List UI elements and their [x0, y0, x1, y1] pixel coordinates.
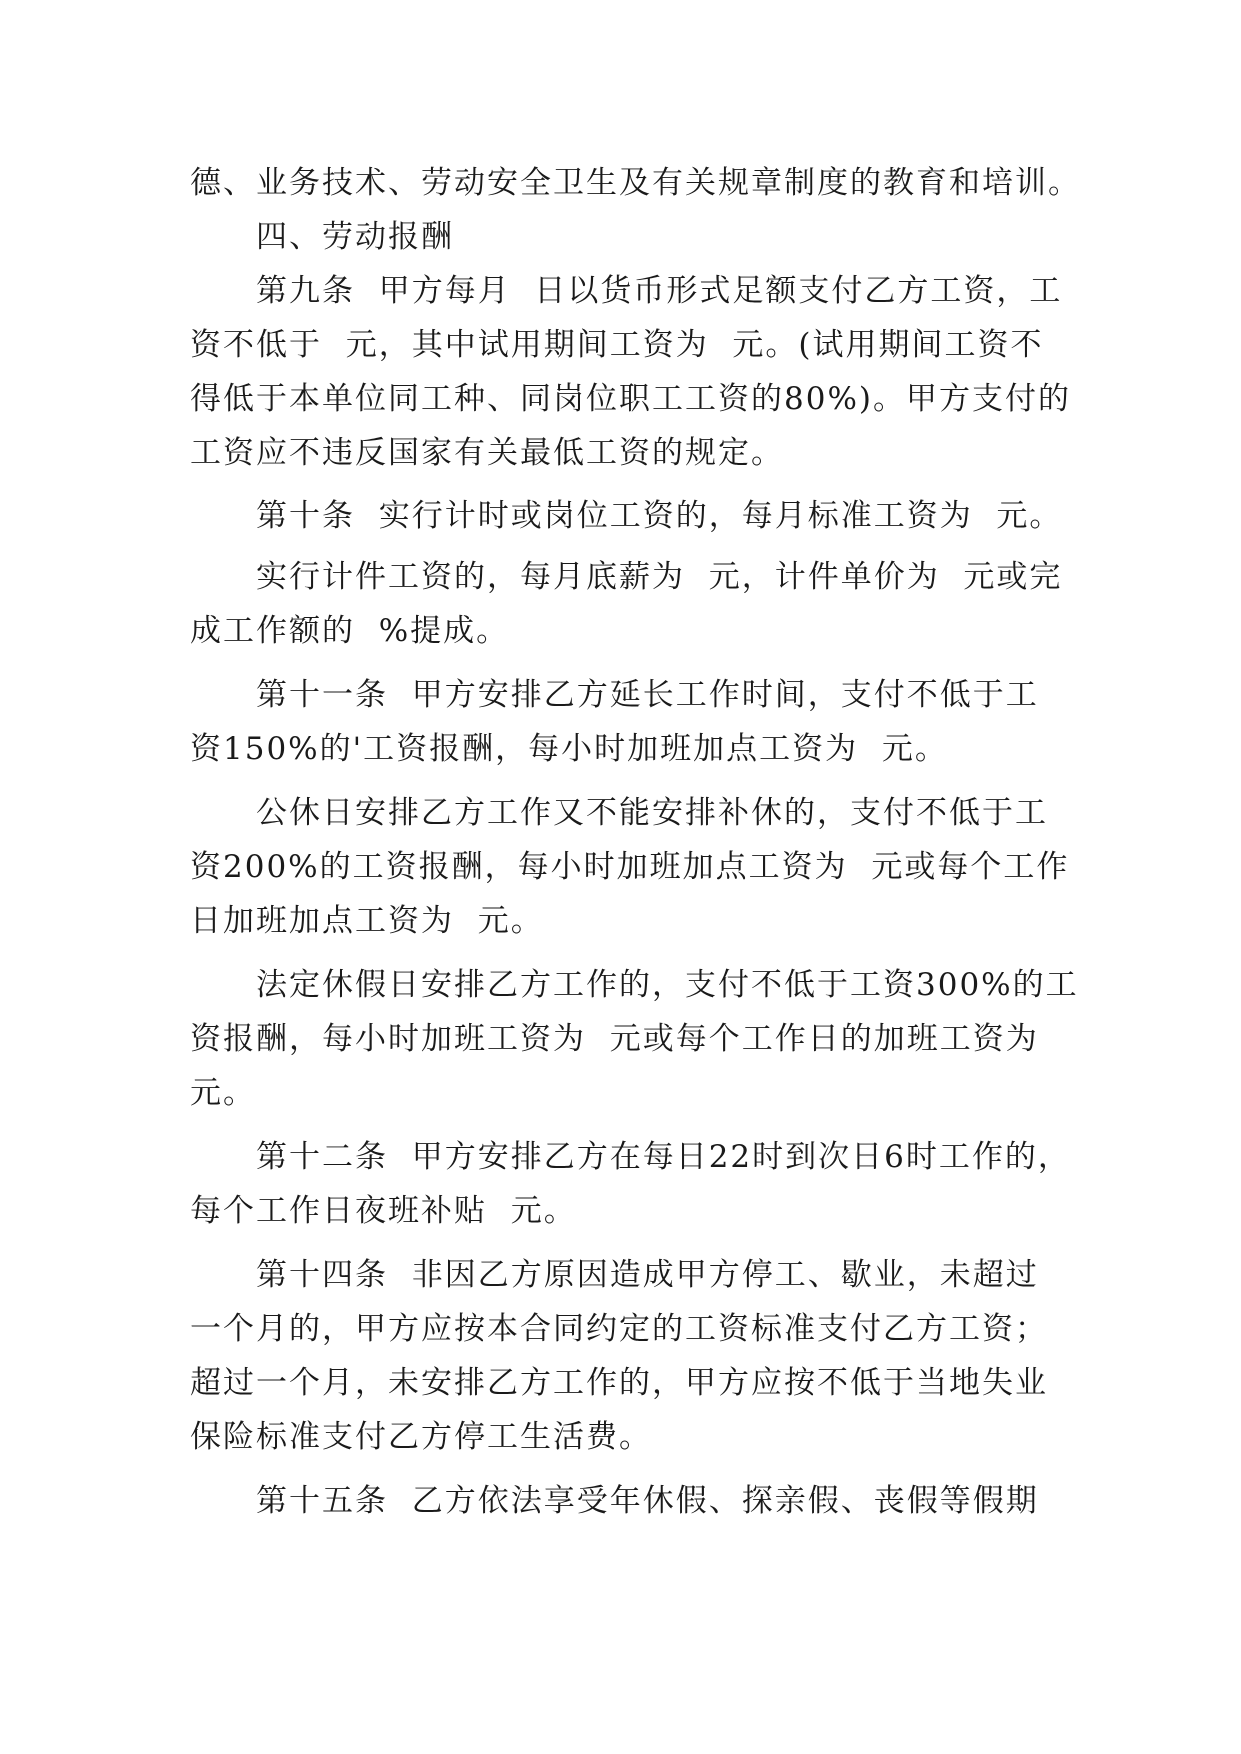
text-line: 每个工作日夜班补贴 元。 [190, 1193, 577, 1229]
text-line: 第十一条 甲方安排乙方延长工作时间，支付不低于工 [256, 677, 1039, 713]
text-line: 实行计件工资的，每月底薪为 元，计件单价为 元或完 [256, 559, 1063, 595]
text-line: 第十四条 非因乙方原因造成甲方停工、歇业，未超过 [256, 1257, 1039, 1293]
text-line: 资报酬，每小时加班工资为 元或每个工作日的加班工资为 [190, 1021, 1039, 1057]
text-line: 超过一个月，未安排乙方工作的，甲方应按不低于当地失业 [190, 1365, 1048, 1401]
text-line: 成工作额的 %提成。 [190, 613, 510, 649]
text-line: 资不低于 元，其中试用期间工资为 元。(试用期间工资不 [190, 327, 1044, 363]
section-heading: 四、劳动报酬 [256, 219, 454, 255]
text-line: 第九条 甲方每月 日以货币形式足额支付乙方工资，工 [256, 273, 1063, 309]
text-line: 日加班加点工资为 元。 [190, 903, 544, 939]
text-line: 第十条 实行计时或岗位工资的，每月标准工资为 元。 [256, 498, 1063, 534]
text-line: 资150%的'工资报酬，每小时加班加点工资为 元。 [190, 731, 948, 767]
text-line: 保险标准支付乙方停工生活费。 [190, 1419, 652, 1455]
text-line: 第十二条 甲方安排乙方在每日22时到次日6时工作的， [256, 1139, 1071, 1175]
text-line: 德、业务技术、劳动安全卫生及有关规章制度的教育和培训。 [190, 165, 1081, 201]
text-line: 公休日安排乙方工作又不能安排补休的，支付不低于工 [256, 795, 1048, 831]
text-line: 一个月的，甲方应按本合同约定的工资标准支付乙方工资； [190, 1311, 1048, 1347]
text-line: 元。 [190, 1075, 256, 1111]
text-line: 资200%的工资报酬，每小时加班加点工资为 元或每个工作 [190, 849, 1070, 885]
text-line: 法定休假日安排乙方工作的，支付不低于工资300%的工 [256, 967, 1079, 1003]
text-line: 第十五条 乙方依法享受年休假、探亲假、丧假等假期 [256, 1483, 1039, 1519]
text-line: 工资应不违反国家有关最低工资的规定。 [190, 435, 784, 471]
text-line: 得低于本单位同工种、同岗位职工工资的80%)。甲方支付的 [190, 381, 1071, 417]
